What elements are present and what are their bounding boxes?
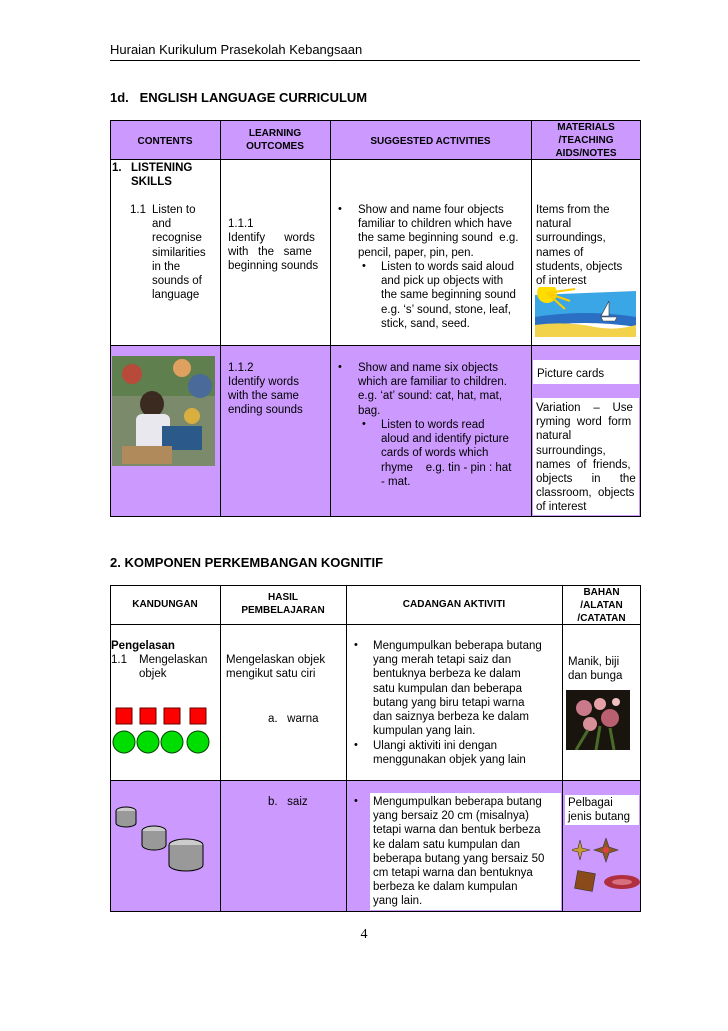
aktiviti-line: Ulangi aktiviti ini dengan — [373, 740, 498, 752]
outcome-line: beginning sounds — [228, 260, 319, 273]
aktiviti-line: ke dalam satu kumpulan dan — [373, 838, 521, 851]
activity-main-1 — [358, 203, 530, 260]
materials-2a: Picture cards — [537, 368, 605, 380]
materials-line: Variation – Use — [536, 402, 633, 414]
bullet-icon: • — [362, 260, 366, 272]
materials-1 — [536, 203, 622, 288]
activity-sub-line: stick, sand, seed. — [381, 317, 470, 330]
activity-sub-line: the same beginning sound — [381, 289, 516, 302]
sub-label-warna: a. warna — [268, 713, 319, 725]
skill-pengelasan: Pengelasan — [111, 640, 175, 652]
content-line: and — [152, 218, 172, 231]
aktiviti-line: satu kumpulan dan beberapa — [373, 682, 522, 695]
activity-sub-line: rhyme e.g. tin - pin : hat — [381, 461, 512, 474]
activity-sub-2 — [381, 418, 529, 489]
aktiviti-line: beberapa butang yang bersaiz 50 — [373, 852, 545, 865]
bahan-2 — [568, 796, 630, 824]
col-hasil-header-1: HASIL — [268, 592, 298, 603]
aktiviti-line: Mengumpulkan beberapa butang — [373, 640, 542, 652]
aktiviti-2a — [373, 795, 561, 909]
hasil-text-1 — [226, 653, 325, 681]
activity-sub-line: - mat. — [381, 475, 411, 488]
children-photo — [112, 356, 215, 466]
col-bahan-header-3: /CATATAN — [577, 613, 626, 624]
outcome-text-1 — [228, 231, 326, 274]
bullet-icon: • — [354, 739, 358, 751]
activity-sub-1 — [381, 260, 529, 331]
aktiviti-line: yang merah tetapi saiz dan — [373, 654, 512, 667]
materials-line: natural — [536, 218, 572, 231]
bullet-icon: • — [338, 203, 342, 215]
content-line: similarities — [152, 246, 206, 259]
bullet-icon: • — [338, 361, 342, 373]
materials-line: surroundings, — [536, 232, 606, 245]
col-materials-header-3: AIDS/NOTES — [555, 148, 617, 159]
materials-line: classroom, objects — [536, 487, 635, 500]
materials-line: of interest — [536, 501, 587, 514]
bahan-line: Pelbagai — [568, 797, 613, 809]
aktiviti-line: dan saiznya berbeza ke dalam — [373, 711, 529, 724]
bahan-line: dan bunga — [568, 670, 623, 683]
aktiviti-line: cm tetapi warna dan bentuknya — [373, 867, 533, 880]
aktiviti-line: menggunakan objek yang lain — [373, 754, 526, 767]
outcome-text-2 — [228, 375, 303, 418]
beach-sailboat-image — [535, 287, 636, 337]
activity-line: pencil, paper, pin, pen. — [358, 246, 474, 259]
content-list — [152, 203, 206, 302]
aktiviti-line: bentuknya berbeza ke dalam — [373, 668, 521, 681]
content-line: recognise — [152, 232, 202, 245]
activity-sub-line: Listen to words read — [381, 419, 485, 431]
col-kandungan-header: KANDUNGAN — [132, 599, 198, 610]
flowers-photo — [566, 690, 630, 750]
col-contents-header: CONTENTS — [137, 136, 193, 147]
outcome-line: with the same — [228, 246, 312, 259]
materials-line: students, objects — [536, 260, 623, 273]
activity-line: e.g. ‘at’ sound: cat, hat, mat, — [358, 390, 503, 403]
section-1-title: 1d. ENGLISH LANGUAGE CURRICULUM — [110, 90, 368, 105]
aktiviti-line: butang yang biru tetapi warna — [373, 696, 525, 709]
aktiviti-line: tetapi warna dan bentuk berbeza — [373, 824, 541, 837]
header-divider — [110, 60, 640, 61]
content-2-line2: objek — [139, 668, 167, 680]
outcome-line: Identify words — [228, 376, 299, 388]
hasil-line: mengikut satu ciri — [226, 668, 316, 681]
col-bahan-header-1: BAHAN — [583, 587, 620, 598]
bullet-icon: • — [354, 639, 358, 651]
col-activities-header: SUGGESTED ACTIVITIES — [370, 136, 491, 147]
content-line: Listen to — [152, 204, 196, 216]
outcome-line: with the same — [228, 390, 299, 403]
materials-line: of interest — [536, 275, 587, 288]
page-header: Huraian Kurikulum Prasekolah Kebangsaan — [110, 42, 363, 57]
materials-line: objects in the — [536, 473, 636, 486]
buttons-clipart — [572, 838, 642, 896]
aktiviti-line: yang bersaiz 20 cm (misalnya) — [373, 810, 529, 823]
outcome-code-2: 1.1.2 — [228, 362, 254, 374]
activity-sub-line: Listen to words said aloud — [381, 261, 514, 273]
materials-line: names of friends, — [536, 458, 631, 471]
content-line: in the — [152, 260, 181, 273]
materials-2b — [536, 401, 639, 515]
hasil-line: Mengelaskan objek — [226, 654, 326, 666]
bullet-icon: • — [362, 418, 366, 430]
activity-line: the same beginning sound e.g. — [358, 232, 519, 245]
activity-main-2 — [358, 361, 530, 418]
red-squares-green-circles-figure — [112, 706, 212, 754]
activity-line: Show and name four objects — [358, 204, 504, 216]
aktiviti-1a — [373, 639, 561, 738]
col-aktiviti-header: CADANGAN AKTIVITI — [402, 599, 506, 610]
activity-sub-line: and pick up objects with — [381, 275, 504, 288]
bahan-line: Manik, biji — [568, 656, 620, 668]
materials-line: surroundings, — [536, 444, 606, 457]
aktiviti-1b — [373, 739, 561, 767]
content-2-line1: Mengelaskan — [139, 654, 208, 666]
col-outcomes-header-2: OUTCOMES — [246, 141, 304, 152]
aktiviti-line: yang lain. — [373, 895, 423, 908]
aktiviti-line: kumpulan yang lain. — [373, 725, 476, 738]
content-number-2: 1.1 — [111, 654, 127, 666]
materials-line: names of — [536, 246, 584, 259]
activity-sub-line: e.g. ‘s’ sound, stone, leaf, — [381, 303, 511, 316]
col-materials-header-2: /TEACHING — [558, 135, 614, 146]
skill-title-2: SKILLS — [131, 176, 172, 188]
materials-line: Items from the — [536, 204, 610, 216]
activity-line: bag. — [358, 404, 381, 417]
activity-line: which are familiar to children. — [358, 376, 507, 389]
bullet-icon: • — [354, 795, 358, 807]
skill-number: 1. — [112, 162, 122, 174]
bahan-line: jenis butang — [568, 811, 631, 824]
col-materials-header-1: MATERIALS — [557, 122, 615, 133]
col-outcomes-header-1: LEARNING — [248, 128, 302, 139]
materials-line: natural — [536, 430, 572, 443]
skill-title-1: LISTENING — [131, 162, 193, 174]
aktiviti-line: berbeza ke dalam kumpulan — [373, 881, 518, 894]
aktiviti-line: Mengumpulkan beberapa butang — [373, 796, 542, 808]
materials-line: ryming word form — [536, 416, 632, 429]
sub-label-saiz: b. saiz — [268, 796, 308, 808]
bahan-1 — [568, 655, 622, 683]
outcome-line: ending sounds — [228, 404, 303, 417]
activity-line: Show and name six objects — [358, 362, 498, 374]
activity-line: familiar to children which have — [358, 218, 513, 231]
section-2-title: 2. KOMPONEN PERKEMBANGAN KOGNITIF — [110, 555, 384, 570]
activity-sub-line: cards of words which — [381, 447, 489, 460]
content-number: 1.1 — [130, 204, 146, 216]
col-bahan-header-2: /ALATAN — [580, 600, 623, 611]
content-line: sounds of — [152, 275, 202, 288]
page-number: 4 — [360, 927, 368, 942]
content-line: language — [152, 289, 200, 302]
outcome-code-1: 1.1.1 — [228, 218, 254, 230]
activity-sub-line: aloud and identify picture — [381, 433, 509, 446]
cylinders-figure — [112, 805, 212, 875]
col-hasil-header-2: PEMBELAJARAN — [241, 605, 325, 616]
outcome-line: Identify words — [228, 232, 315, 244]
